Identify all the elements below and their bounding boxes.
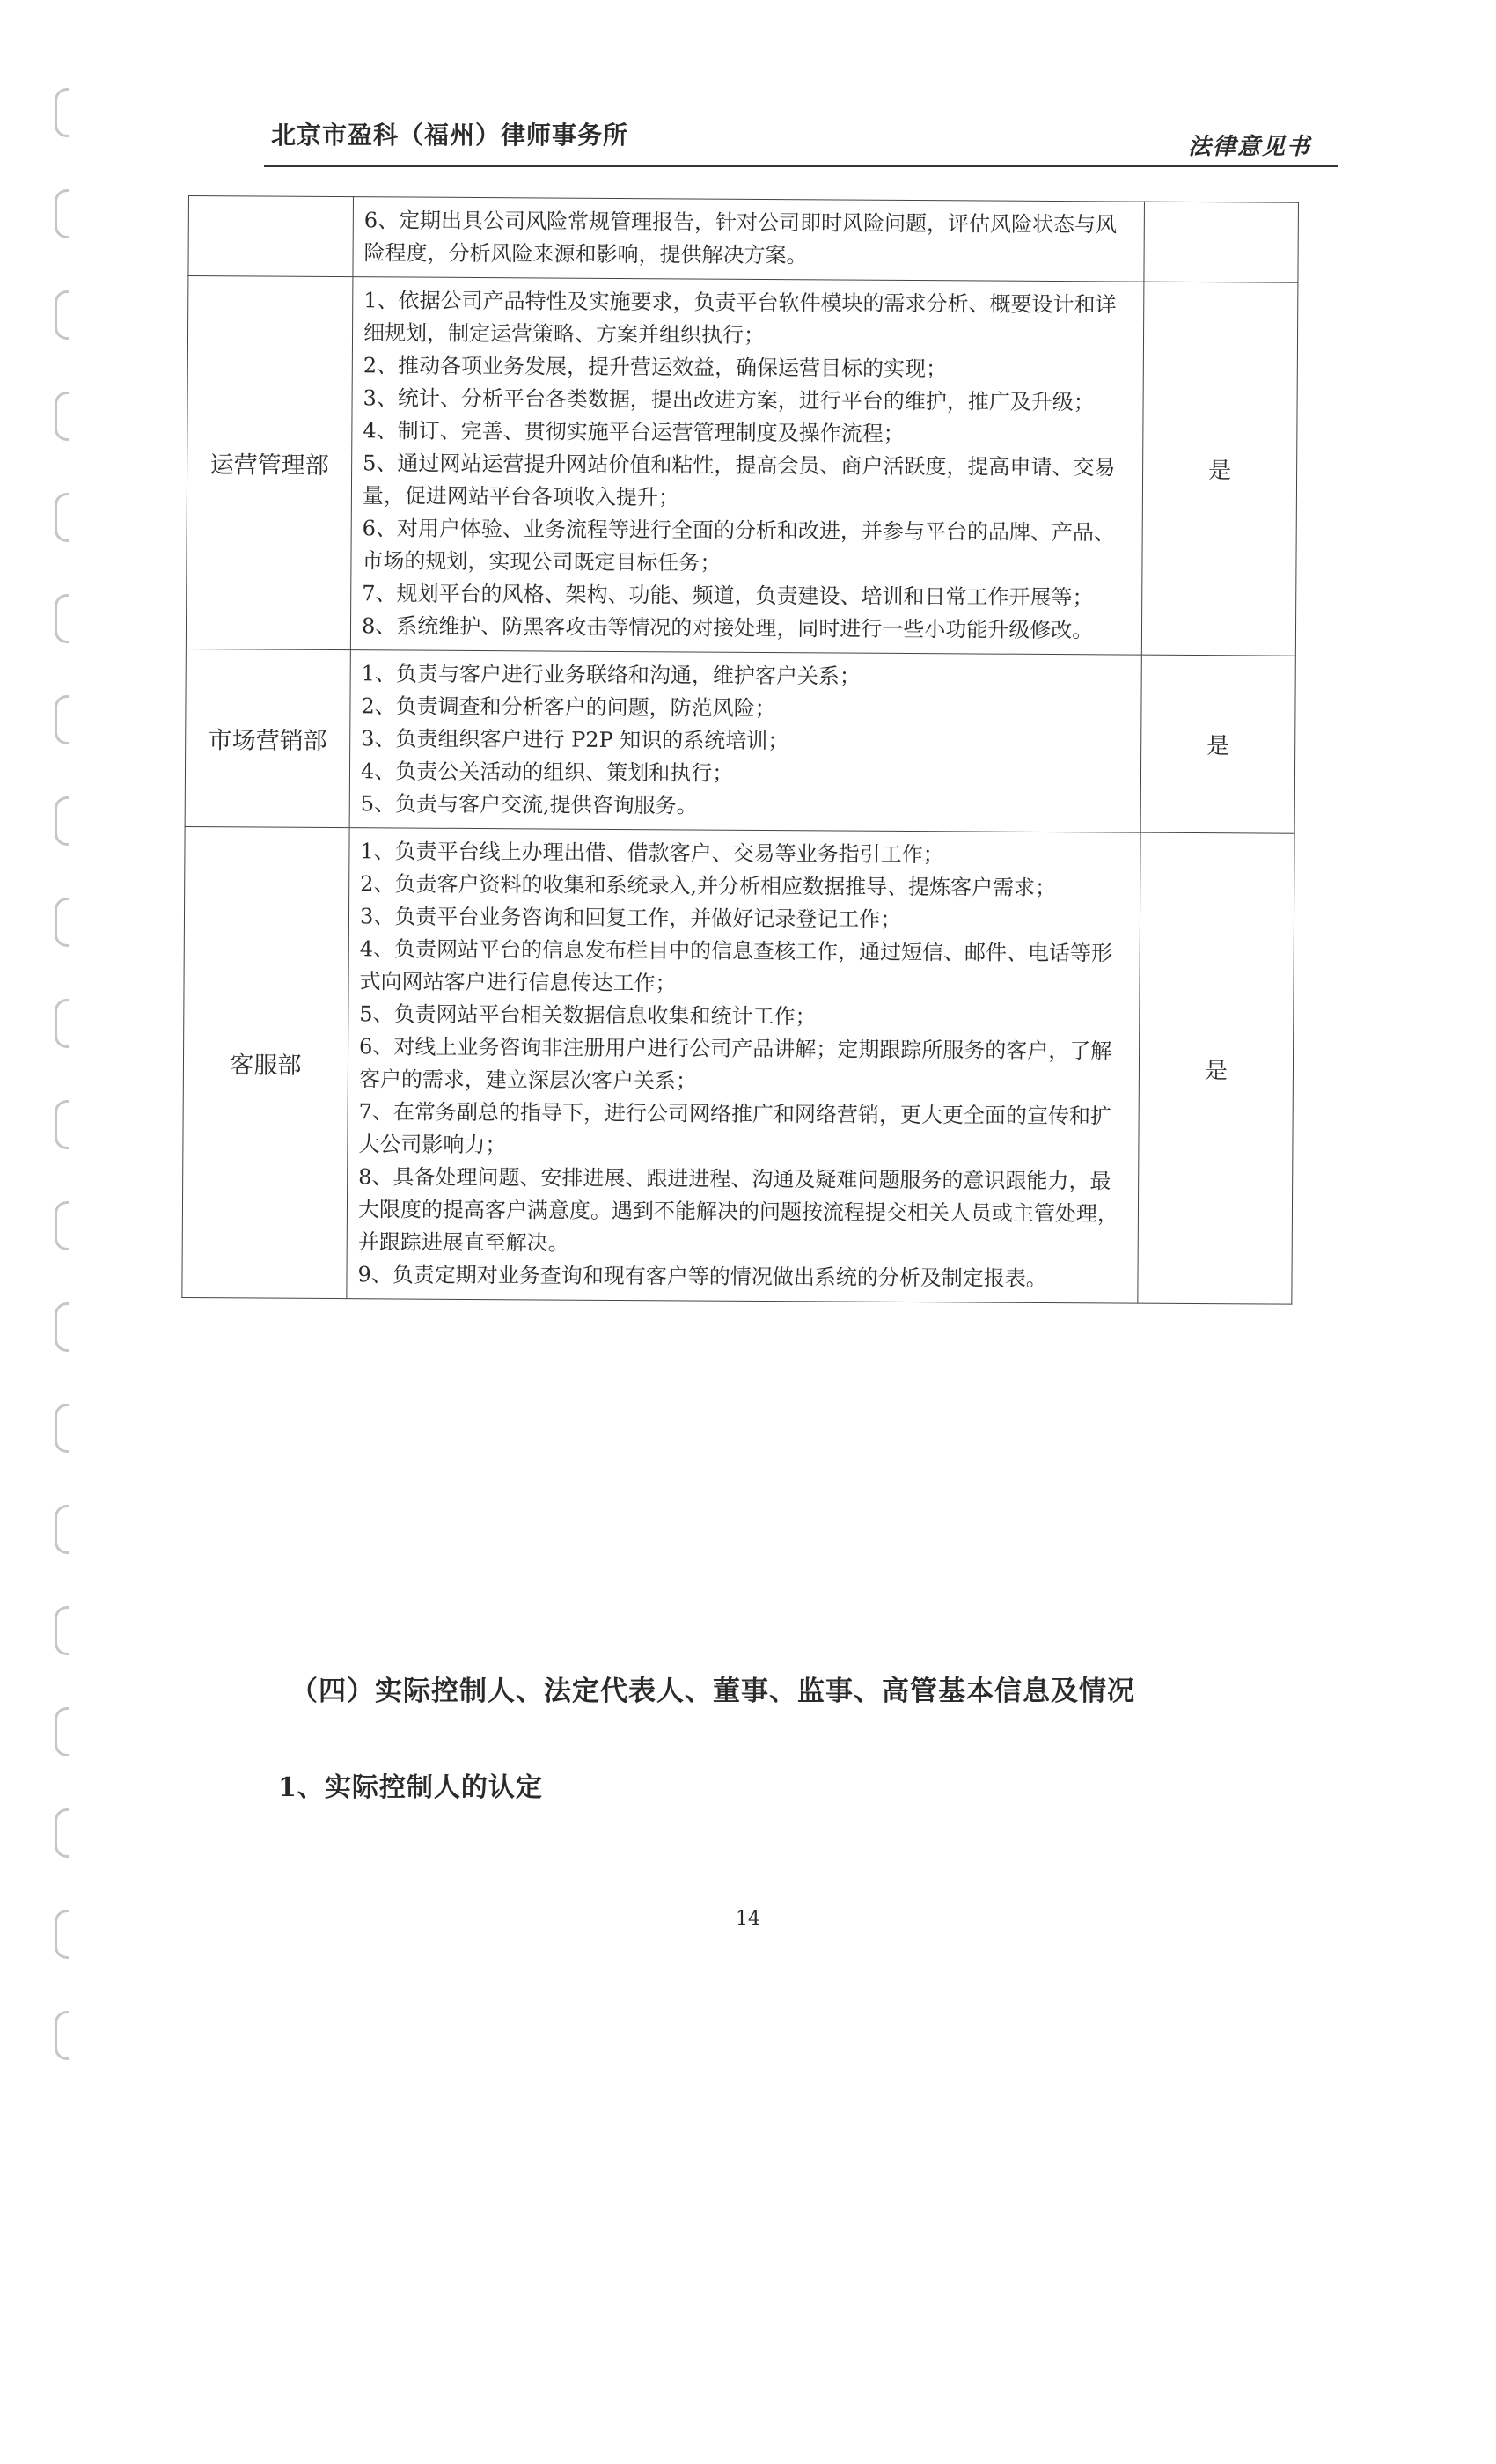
binder-ring-icon (55, 493, 69, 542)
duties-cell (349, 650, 1141, 832)
binder-ring-icon (55, 290, 69, 340)
binder-ring-icon (55, 999, 69, 1048)
duty-item: 7、规划平台的风格、架构、功能、频道，负责建设、培训和日常工作开展等； (362, 581, 1094, 611)
page-number: 14 (736, 1908, 760, 1930)
department-cell: 运营管理部 (186, 276, 353, 650)
binder-ring-icon (55, 189, 69, 238)
table-body (182, 196, 1299, 1305)
duty-item: 8、具备处理问题、安排进展、跟进进程、沟通及疑难问题服务的意识跟能力，最大限度的提高客户满意度。遇到不能解决的问题按流程提交相关人员或主管处理，并跟踪进展直至解决。 (357, 1164, 1119, 1256)
duties-cell (347, 828, 1140, 1303)
duty-item: 6、定期出具公司风险常规管理报告，针对公司即时风险问题，评估风险状态与风险程度，分析风险来源和影响，提供解决方案。 (363, 208, 1118, 268)
duty-item: 6、对用户体验、业务流程等进行全面的分析和改进，并参与平台的品牌、产品、市场的规划，实现公司既定目标任务； (362, 516, 1116, 576)
binder-ring-icon (55, 898, 69, 947)
binder-ring-icon (55, 2011, 69, 2060)
duties-cell (350, 277, 1144, 655)
department-duties-table (181, 195, 1299, 1305)
duty-item: 8、系统维护、防黑客攻击等情况的对接处理，同时进行一些小功能升级修改。 (361, 613, 1094, 643)
department-cell: 客服部 (182, 826, 349, 1298)
binder-ring-icon (55, 1707, 69, 1756)
duty-item: 6、对线上业务咨询非注册用户进行公司产品讲解；定期跟踪所服务的客户，了解客户的需求，建立深层次客户关系； (358, 1034, 1112, 1094)
binder-ring-icon (55, 1302, 69, 1352)
duty-item: 1、负责与客户进行业务联络和沟通，维护客户关系； (361, 661, 862, 689)
duty-item: 5、负责与客户交流,提供咨询服务。 (360, 791, 698, 818)
binder-ring-icon (55, 392, 69, 441)
firm-name: 北京市盈科（福州）律师事务所 (271, 121, 629, 150)
duty-item: 1、负责平台线上办理出借、借款客户、交易等业务指引工作； (360, 839, 944, 868)
table-row (186, 276, 1298, 656)
department-cell: 市场营销部 (185, 649, 350, 827)
duty-item: 2、负责客户资料的收集和系统录入,并分析相应数据推导、提炼客户需求； (360, 871, 1057, 901)
table-row (188, 196, 1299, 283)
duty-item: 3、负责组织客户进行 P2P 知识的系统培训； (361, 726, 789, 754)
applicable-flag-cell: 是 (1141, 282, 1298, 656)
duty-item: 4、负责网站平台的信息发布栏目中的信息查核工作，通过短信、邮件、电话等形式向网站客户进行信息传达工作； (359, 936, 1113, 996)
duty-item: 3、统计、分析平台各类数据，提出改进方案，进行平台的维护，推广及升级； (363, 385, 1095, 415)
header-rule (264, 165, 1338, 167)
applicable-flag-cell: 是 (1140, 655, 1295, 833)
duty-item: 2、负责调查和分析客户的问题，防范风险； (361, 693, 776, 722)
table-row (185, 649, 1295, 833)
binder-ring-icon (55, 88, 69, 137)
document-type: 法律意见书 (1187, 134, 1311, 160)
duty-item: 3、负责平台业务咨询和回复工作，并做好记录登记工作； (359, 904, 902, 932)
duties-cell (353, 197, 1145, 282)
binder-ring-icon (55, 1404, 69, 1453)
duty-item: 1、依据公司产品特性及实施要求，负责平台软件模块的需求分析、概要设计和详细规划，制定运营策略、方案并组织执行； (363, 288, 1117, 348)
duty-item: 4、负责公关活动的组织、策划和执行； (360, 759, 734, 786)
duty-item: 5、通过网站运营提升网站价值和粘性，提高会员、商户活跃度，提高申请、交易量，促进网站平台各项收入提升； (362, 451, 1116, 510)
binder-rings (55, 88, 74, 2068)
duty-item: 7、在常务副总的指导下，进行公司网络推广和网络营销，更大更全面的宣传和扩大公司影响力； (358, 1099, 1111, 1158)
applicable-flag-cell (1144, 202, 1299, 282)
binder-ring-icon (55, 796, 69, 846)
duty-item: 2、推动各项业务发展，提升营运效益，确保运营目标的实现； (363, 353, 948, 382)
department-cell (188, 196, 354, 277)
binder-ring-icon (55, 1201, 69, 1250)
subheading: 1、实际控制人的认定 (278, 1772, 543, 1803)
binder-ring-icon (55, 1100, 69, 1149)
binder-ring-icon (55, 1606, 69, 1655)
applicable-flag-cell: 是 (1138, 832, 1294, 1304)
binder-ring-icon (55, 1808, 69, 1858)
page-header (264, 113, 1338, 167)
binder-ring-icon (55, 695, 69, 744)
binder-ring-icon (55, 594, 69, 643)
binder-ring-icon (55, 1505, 69, 1554)
section-heading: （四）实际控制人、法定代表人、董事、监事、高管基本信息及情况 (290, 1676, 1135, 1707)
duty-item: 9、负责定期对业务查询和现有客户等的情况做出系统的分析及制定报表。 (357, 1262, 1047, 1291)
duty-item: 5、负责网站平台相关数据信息收集和统计工作； (359, 1001, 817, 1030)
table-row (182, 826, 1294, 1304)
duty-item: 4、制订、完善、贯彻实施平台运营管理制度及操作流程； (363, 418, 905, 446)
